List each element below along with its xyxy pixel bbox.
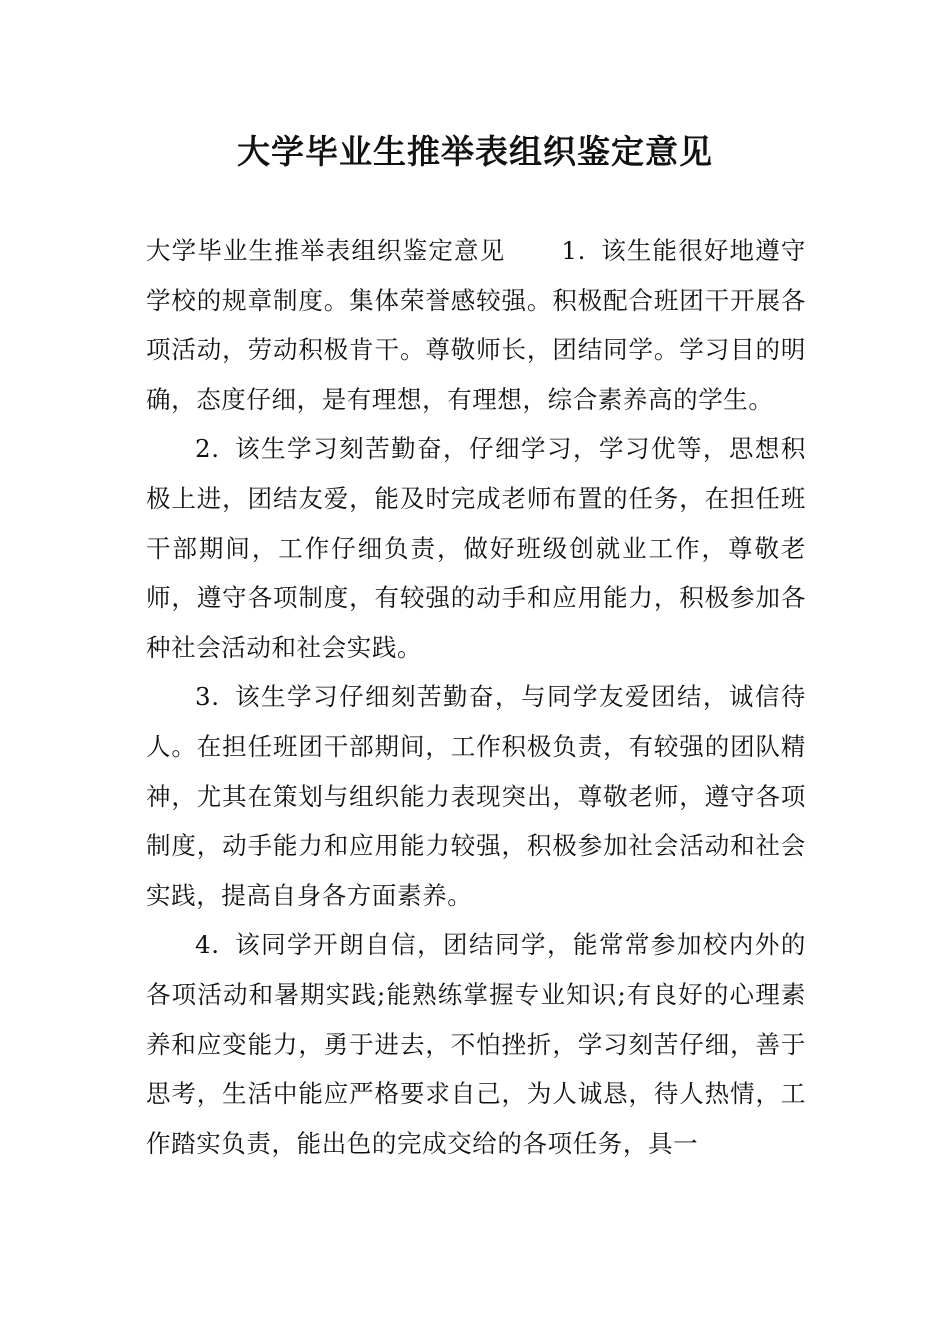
paragraph-3-number: 3.	[195, 682, 220, 712]
paragraph-3-text: 该生学习仔细刻苦勤奋，与同学友爱团结，诚信待人。在担任班团干部期间，工作积极负责，有较强的团队精神，尤其在策划与组织能力表现突出，尊敬老师，遵守各项制度，动手能力和应用能力较强，积极参加社会活动和社会实践，提高自身各方面素养。	[146, 682, 806, 910]
paragraph-4-number: 4.	[195, 930, 220, 960]
paragraph-3	[146, 672, 806, 920]
paragraph-1-number: 1.	[561, 236, 586, 265]
paragraph-2-number: 2.	[195, 434, 220, 464]
document-title: 大学毕业生推举表组织鉴定意见	[237, 132, 713, 171]
paragraph-4	[146, 920, 806, 1168]
document-body	[146, 226, 806, 1168]
paragraph-1-text: 该生能很好地遵守学校的规章制度。集体荣誉感较强。积极配合班团干开展各项活动，劳动积极肯干。尊敬师长，团结同学。学习目的明确，态度仔细，是有理想，有理想，综合素养高的学生。	[146, 236, 806, 414]
intro-label: 大学毕业生推举表组织鉴定意见	[146, 236, 506, 265]
paragraph-1	[146, 226, 806, 424]
paragraph-4-text: 该同学开朗自信，团结同学，能常常参加校内外的各项活动和暑期实践;能熟练掌握专业知识;有良好的心理素养和应变能力，勇于进去，不怕挫折，学习刻苦仔细，善于思考，生活中能应严格要求自己，为人诚恳，待人热情，工作踏实负责，能出色的完成交给的各项任务，具一	[146, 930, 806, 1158]
paragraph-2-text: 该生学习刻苦勤奋，仔细学习，学习优等，思想积极上进，团结友爱，能及时完成老师布置的任务，在担任班干部期间，工作仔细负责，做好班级创就业工作，尊敬老师，遵守各项制度，有较强的动手和应用能力，积极参加各种社会活动和社会实践。	[146, 434, 806, 662]
paragraph-2	[146, 424, 806, 672]
